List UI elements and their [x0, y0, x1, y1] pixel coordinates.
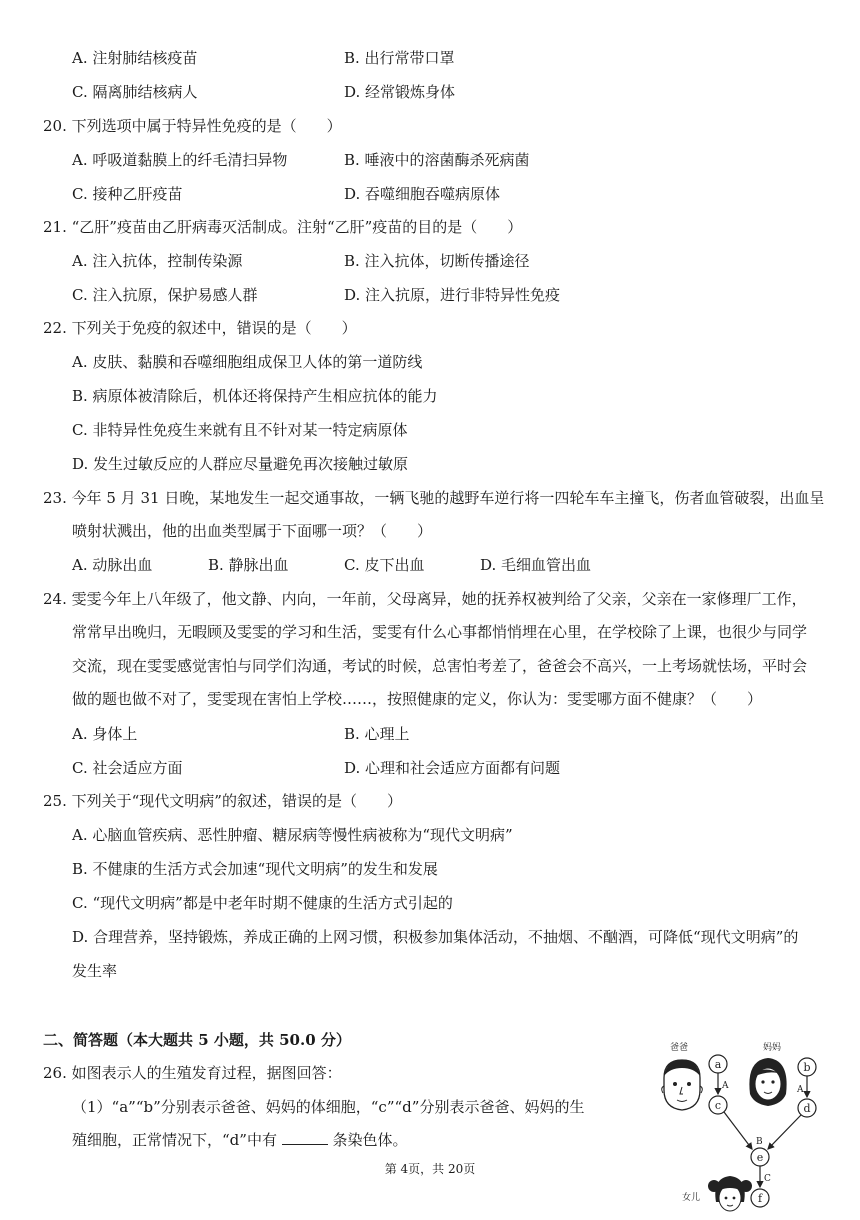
cell-b — [798, 1058, 816, 1076]
cell-c-label: c — [714, 1099, 722, 1112]
cell-d — [798, 1099, 816, 1117]
q24-stem-line2: 常常早出晚归，无暇顾及雯雯的学习和生活，雯雯有什么心事都悄悄埋在心里，在学校除了上课，也很少与同学 — [72, 623, 808, 641]
q19-option-c: C. 隔离肺结核病人 — [72, 83, 198, 101]
section-title: 二、简答题（本大题共 5 小题，共 50.0 分） — [43, 1031, 351, 1049]
q23-option-d: D. 毛细血管出血 — [480, 556, 592, 574]
cell-a — [709, 1055, 727, 1073]
q19-option-b: B. 出行常带口罩 — [344, 49, 455, 67]
q25-option-d-line2: 发生率 — [72, 962, 118, 980]
dad-face-icon — [662, 1060, 703, 1110]
q21-option-c: C. 注入抗原，保护易感人群 — [72, 286, 258, 304]
q26-part1-text-after: 条染色体。 — [332, 1131, 408, 1149]
q25-option-b: B. 不健康的生活方式会加速“现代文明病”的发生和发展 — [72, 860, 438, 878]
q22-stem: 22. 下列关于免疫的叙述中，错误的是（ ） — [43, 319, 357, 337]
arrow-b-fusion-label: B — [756, 1137, 763, 1147]
q23-option-a: A. 动脉出血 — [72, 556, 153, 574]
mom-label: 妈妈 — [763, 1043, 782, 1053]
q20-option-c: C. 接种乙肝疫苗 — [72, 185, 183, 203]
cell-b-label: b — [803, 1061, 811, 1074]
answer-blank — [282, 1130, 328, 1145]
reproduction-diagram — [650, 1030, 850, 1216]
cell-f-label: f — [757, 1192, 763, 1205]
cell-d-label: d — [803, 1102, 811, 1115]
q21-option-b: B. 注入抗体，切断传播途径 — [344, 252, 530, 270]
q26-part1-line1: （1）“a”“b”分别表示爸爸、妈妈的体细胞，“c”“d”分别表示爸爸、妈妈的生 — [72, 1098, 585, 1116]
cell-f — [751, 1189, 769, 1207]
page-footer: 第 4页，共 20页 — [384, 1162, 476, 1176]
q22-option-b: B. 病原体被清除后，机体还将保持产生相应抗体的能力 — [72, 387, 438, 405]
arrow-b-label: A — [797, 1085, 804, 1095]
q26-part1-text-before: 殖细胞，正常情况下，“d”中有 — [72, 1131, 277, 1149]
q24-stem-line3: 交流，现在雯雯感觉害怕与同学们沟通，考试的时候，总害怕考差了，爸爸会不高兴，一上考场就怯场，平时会 — [72, 657, 808, 675]
q20-option-d: D. 吞噬细胞吞噬病原体 — [344, 185, 501, 203]
q22-option-a: A. 皮肤、黏膜和吞噬细胞组成保卫人体的第一道防线 — [72, 353, 423, 371]
dad-label: 爸爸 — [670, 1043, 689, 1053]
q26-part1-line2 — [72, 1129, 408, 1151]
q25-option-c: C. “现代文明病”都是中老年时期不健康的生活方式引起的 — [72, 894, 453, 912]
q20-stem: 20. 下列选项中属于特异性免疫的是（ ） — [43, 117, 342, 135]
cell-a-label: a — [714, 1058, 722, 1071]
arrow-d-to-e — [768, 1115, 801, 1149]
q23-option-b: B. 静脉出血 — [208, 556, 289, 574]
q25-stem: 25. 下列关于“现代文明病”的叙述，错误的是（ ） — [43, 792, 402, 810]
q24-option-a: A. 身体上 — [72, 725, 138, 743]
q24-option-b: B. 心理上 — [344, 725, 410, 743]
q23-stem-line1: 23. 今年 5 月 31 日晚，某地发生一起交通事故，一辆飞驰的越野车逆行将一四轮车车主撞飞，伤者血管破裂，出血呈 — [43, 489, 825, 507]
q24-option-d: D. 心理和社会适应方面都有问题 — [344, 759, 561, 777]
q19-option-a: A. 注射肺结核疫苗 — [72, 49, 198, 67]
q22-option-d: D. 发生过敏反应的人群应尽量避免再次接触过敏原 — [72, 455, 409, 473]
q20-option-a: A. 呼吸道黏膜上的纤毛清扫异物 — [72, 151, 288, 169]
q21-option-a: A. 注入抗体，控制传染源 — [72, 252, 243, 270]
q23-option-c: C. 皮下出血 — [344, 556, 425, 574]
q20-option-b: B. 唾液中的溶菌酶杀死病菌 — [344, 151, 530, 169]
cell-e-label: e — [756, 1151, 764, 1164]
q26-stem: 26. 如图表示人的生殖发育过程，据图回答： — [43, 1064, 342, 1082]
q21-stem: 21. “乙肝”疫苗由乙肝病毒灭活制成。注射“乙肝”疫苗的目的是（ ） — [43, 218, 523, 236]
q19-option-d: D. 经常锻炼身体 — [344, 83, 456, 101]
q25-option-a: A. 心脑血管疾病、恶性肿瘤、糖尿病等慢性病被称为“现代文明病” — [72, 826, 513, 844]
q24-stem-line4: 做的题也做不对了，雯雯现在害怕上学校……，按照健康的定义，你认为：雯雯哪方面不健康？（ ） — [72, 690, 763, 708]
arrow-c-to-e — [724, 1112, 752, 1149]
q25-option-d-line1: D. 合理营养，坚持锻炼，养成正确的上网习惯，积极参加集体活动，不抽烟、不酗酒，可降低“现代文明病”的 — [72, 928, 799, 946]
q24-option-c: C. 社会适应方面 — [72, 759, 183, 777]
arrow-c-label: C — [764, 1174, 771, 1184]
daughter-label: 女儿 — [682, 1193, 701, 1203]
q23-stem-line2: 喷射状溅出，他的出血类型属于下面哪一项？（ ） — [72, 522, 433, 540]
q24-stem-line1: 24. 雯雯今年上八年级了，他文静、内向，一年前，父母离异，她的抚养权被判给了父亲，父亲在一家修理厂工作， — [43, 590, 807, 608]
q22-option-c: C. 非特异性免疫生来就有且不针对某一特定病原体 — [72, 421, 408, 439]
arrow-a-label: A — [722, 1081, 729, 1091]
cell-c — [709, 1096, 727, 1114]
mom-face-icon — [749, 1058, 786, 1106]
daughter-face-icon — [708, 1176, 752, 1211]
q21-option-d: D. 注入抗原，进行非特异性免疫 — [344, 286, 561, 304]
